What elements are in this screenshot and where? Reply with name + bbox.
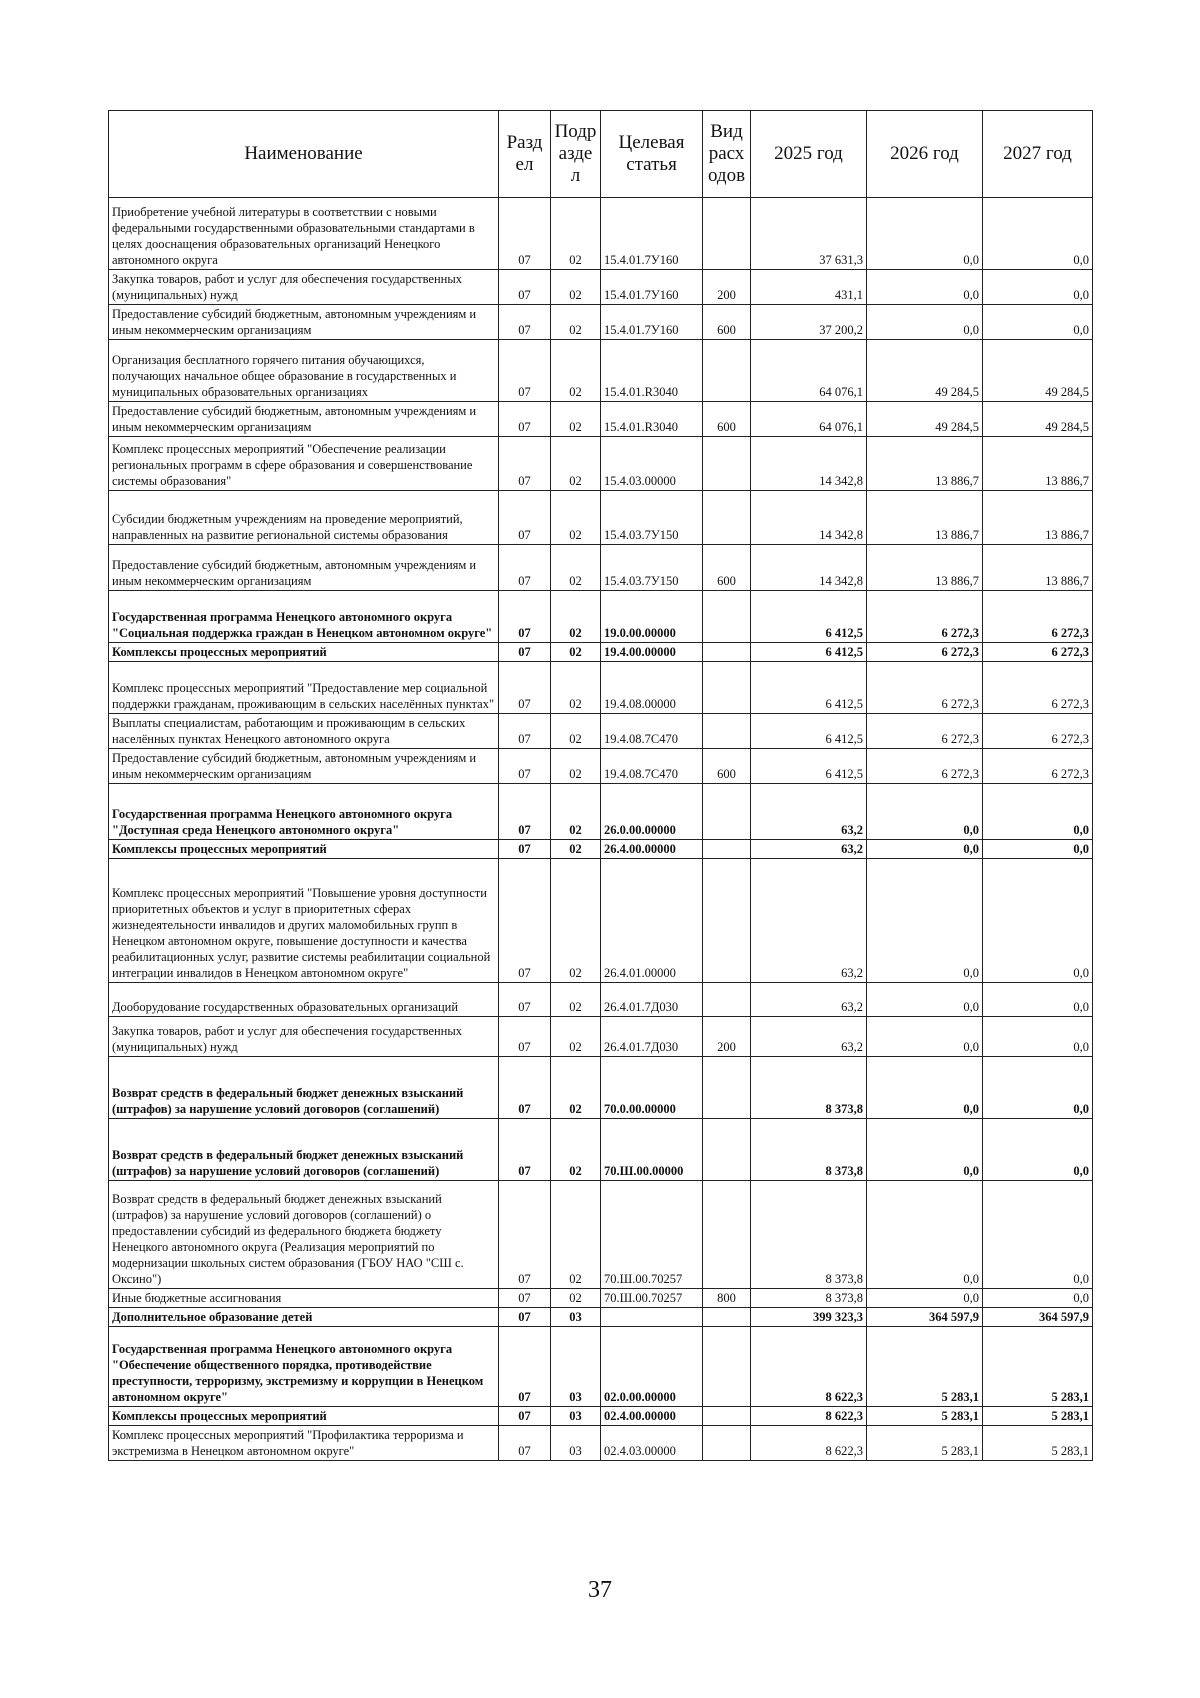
- cell-target: 02.4.03.00000: [601, 1426, 703, 1461]
- cell-section: 07: [499, 784, 551, 840]
- cell-name: Комплексы процессных мероприятий: [109, 643, 499, 662]
- cell-target: 19.0.00.00000: [601, 591, 703, 643]
- cell-section: 07: [499, 983, 551, 1017]
- cell-subsection: 02: [551, 1119, 601, 1181]
- cell-subsection: 02: [551, 840, 601, 859]
- cell-section: 07: [499, 643, 551, 662]
- cell-2026: 364 597,9: [867, 1308, 983, 1327]
- cell-expense-type: [703, 1119, 751, 1181]
- cell-2025: 431,1: [751, 270, 867, 305]
- cell-2025: 63,2: [751, 784, 867, 840]
- cell-2026: 0,0: [867, 198, 983, 270]
- cell-2025: 14 342,8: [751, 491, 867, 545]
- table-row: [109, 1119, 1093, 1181]
- header-name: Наименование: [109, 111, 499, 198]
- cell-name: Организация бесплатного горячего питания обучающихся, получающих начальное общее образование в государственных и муниципальных образовательных организациях: [109, 340, 499, 402]
- cell-section: 07: [499, 591, 551, 643]
- cell-name: Возврат средств в федеральный бюджет денежных взысканий (штрафов) за нарушение условий договоров (соглашений) о предоставлении субсидий из федерального бюджета бюджету Ненецкого автономного округа (Реализация мероприятий по модернизации школьных систем образования (ГБОУ НАО "СШ с. Оксино"): [109, 1181, 499, 1289]
- cell-subsection: 03: [551, 1308, 601, 1327]
- table-row: [109, 1308, 1093, 1327]
- cell-section: 07: [499, 1057, 551, 1119]
- cell-section: 07: [499, 1119, 551, 1181]
- cell-section: 07: [499, 305, 551, 340]
- page-number: 37: [588, 1577, 612, 1603]
- cell-section: 07: [499, 840, 551, 859]
- cell-2027: 6 272,3: [983, 749, 1093, 784]
- cell-expense-type: [703, 591, 751, 643]
- cell-target: 19.4.00.00000: [601, 643, 703, 662]
- cell-2027: 0,0: [983, 859, 1093, 983]
- cell-2025: 14 342,8: [751, 437, 867, 491]
- cell-2027: 5 283,1: [983, 1426, 1093, 1461]
- cell-2026: 13 886,7: [867, 545, 983, 591]
- cell-2026: 0,0: [867, 784, 983, 840]
- cell-name: Дополнительное образование детей: [109, 1308, 499, 1327]
- cell-target: 15.4.03.7У150: [601, 491, 703, 545]
- cell-expense-type: [703, 643, 751, 662]
- cell-expense-type: [703, 1407, 751, 1426]
- cell-name: Государственная программа Ненецкого автономного округа "Доступная среда Ненецкого автономного округа": [109, 784, 499, 840]
- cell-2026: 13 886,7: [867, 491, 983, 545]
- cell-section: 07: [499, 270, 551, 305]
- header-target: Целевая статья: [601, 111, 703, 198]
- header-2027: 2027 год: [983, 111, 1093, 198]
- cell-name: Предоставление субсидий бюджетным, автономным учреждениям и иным некоммерческим организациям: [109, 749, 499, 784]
- table-header-row: [109, 111, 1093, 198]
- cell-target: 26.0.00.00000: [601, 784, 703, 840]
- header-subsection: Подр азде л: [551, 111, 601, 198]
- cell-2027: 0,0: [983, 1119, 1093, 1181]
- cell-2027: 0,0: [983, 1289, 1093, 1308]
- cell-2026: 0,0: [867, 1017, 983, 1057]
- cell-name: Закупка товаров, работ и услуг для обеспечения государственных (муниципальных) нужд: [109, 1017, 499, 1057]
- cell-name: Дооборудование государственных образовательных организаций: [109, 983, 499, 1017]
- cell-subsection: 02: [551, 983, 601, 1017]
- cell-target: 70.Ш.00.00000: [601, 1119, 703, 1181]
- cell-expense-type: [703, 714, 751, 749]
- cell-target: 15.4.01.7У160: [601, 198, 703, 270]
- cell-section: 07: [499, 749, 551, 784]
- table-row: [109, 714, 1093, 749]
- cell-2027: 0,0: [983, 784, 1093, 840]
- cell-section: 07: [499, 1017, 551, 1057]
- cell-2025: 63,2: [751, 859, 867, 983]
- cell-expense-type: [703, 1181, 751, 1289]
- cell-2025: 6 412,5: [751, 643, 867, 662]
- cell-subsection: 03: [551, 1407, 601, 1426]
- cell-name: Приобретение учебной литературы в соответствии с новыми федеральными государственными образовательными стандартами в целях дооснащения образовательных организаций Ненецкого автономного округа: [109, 198, 499, 270]
- cell-expense-type: 600: [703, 749, 751, 784]
- table-body: [109, 198, 1093, 1461]
- cell-2025: 8 622,3: [751, 1426, 867, 1461]
- cell-subsection: 02: [551, 198, 601, 270]
- cell-subsection: 02: [551, 305, 601, 340]
- cell-expense-type: [703, 784, 751, 840]
- cell-2025: 6 412,5: [751, 714, 867, 749]
- cell-2025: 8 622,3: [751, 1407, 867, 1426]
- cell-2027: 13 886,7: [983, 491, 1093, 545]
- cell-expense-type: [703, 437, 751, 491]
- cell-subsection: 02: [551, 643, 601, 662]
- cell-name: Субсидии бюджетным учреждениям на проведение мероприятий, направленных на развитие региональной системы образования: [109, 491, 499, 545]
- cell-2027: 5 283,1: [983, 1407, 1093, 1426]
- cell-name: Комплексы процессных мероприятий: [109, 840, 499, 859]
- cell-subsection: 03: [551, 1426, 601, 1461]
- cell-name: Возврат средств в федеральный бюджет денежных взысканий (штрафов) за нарушение условий договоров (соглашений): [109, 1057, 499, 1119]
- cell-target: 15.4.01.R3040: [601, 340, 703, 402]
- header-2026: 2026 год: [867, 111, 983, 198]
- table-row: [109, 340, 1093, 402]
- cell-name: Комплекс процессных мероприятий "Профилактика терроризма и экстремизма в Ненецком автономном округе": [109, 1426, 499, 1461]
- cell-2026: 6 272,3: [867, 643, 983, 662]
- cell-subsection: 02: [551, 859, 601, 983]
- cell-expense-type: [703, 1308, 751, 1327]
- cell-subsection: 02: [551, 545, 601, 591]
- table-row: [109, 1327, 1093, 1407]
- cell-2025: 64 076,1: [751, 402, 867, 437]
- cell-name: Государственная программа Ненецкого автономного округа "Социальная поддержка граждан в Ненецком автономном округе": [109, 591, 499, 643]
- cell-2025: 8 373,8: [751, 1289, 867, 1308]
- cell-expense-type: 200: [703, 270, 751, 305]
- cell-name: Возврат средств в федеральный бюджет денежных взысканий (штрафов) за нарушение условий договоров (соглашений): [109, 1119, 499, 1181]
- cell-2027: 13 886,7: [983, 437, 1093, 491]
- cell-2027: 0,0: [983, 1057, 1093, 1119]
- cell-target: 02.4.00.00000: [601, 1407, 703, 1426]
- cell-name: Комплекс процессных мероприятий "Повышение уровня доступности приоритетных объектов и услуг в приоритетных сферах жизнедеятельности инвалидов и других маломобильных групп в Ненецком автономном округе, повышение доступности и качества реабилитационных услуг, развитие системы реабилитации социальной интеграции инвалидов в Ненецком автономном округе": [109, 859, 499, 983]
- header-expense-type: Вид расх одов: [703, 111, 751, 198]
- cell-target: 15.4.01.7У160: [601, 305, 703, 340]
- cell-name: Комплексы процессных мероприятий: [109, 1407, 499, 1426]
- cell-section: 07: [499, 1407, 551, 1426]
- cell-2025: 8 622,3: [751, 1327, 867, 1407]
- cell-2027: 364 597,9: [983, 1308, 1093, 1327]
- cell-section: 07: [499, 1426, 551, 1461]
- cell-2026: 6 272,3: [867, 714, 983, 749]
- cell-expense-type: [703, 983, 751, 1017]
- table-row: [109, 840, 1093, 859]
- cell-2026: 5 283,1: [867, 1327, 983, 1407]
- cell-target: 26.4.01.7Д030: [601, 1017, 703, 1057]
- cell-2027: 49 284,5: [983, 340, 1093, 402]
- cell-2026: 0,0: [867, 270, 983, 305]
- table-row: [109, 491, 1093, 545]
- cell-2026: 6 272,3: [867, 749, 983, 784]
- cell-2026: 49 284,5: [867, 402, 983, 437]
- cell-expense-type: [703, 662, 751, 714]
- cell-2027: 49 284,5: [983, 402, 1093, 437]
- cell-2025: 14 342,8: [751, 545, 867, 591]
- cell-target: 15.4.01.7У160: [601, 270, 703, 305]
- table-row: [109, 784, 1093, 840]
- cell-name: Комплекс процессных мероприятий "Предоставление мер социальной поддержки гражданам, проживающим в сельских населённых пунктах": [109, 662, 499, 714]
- cell-target: 70.Ш.00.70257: [601, 1181, 703, 1289]
- cell-target: 70.0.00.00000: [601, 1057, 703, 1119]
- cell-target: 15.4.03.7У150: [601, 545, 703, 591]
- cell-expense-type: 600: [703, 305, 751, 340]
- table-row: [109, 1017, 1093, 1057]
- cell-2025: 8 373,8: [751, 1119, 867, 1181]
- cell-2026: 0,0: [867, 983, 983, 1017]
- cell-section: 07: [499, 859, 551, 983]
- cell-2026: 0,0: [867, 1119, 983, 1181]
- table-row: [109, 591, 1093, 643]
- cell-expense-type: 600: [703, 545, 751, 591]
- cell-subsection: 02: [551, 662, 601, 714]
- cell-2026: 0,0: [867, 1181, 983, 1289]
- cell-target: 19.4.08.00000: [601, 662, 703, 714]
- cell-2027: 0,0: [983, 198, 1093, 270]
- cell-name: Предоставление субсидий бюджетным, автономным учреждениям и иным некоммерческим организациям: [109, 402, 499, 437]
- table-row: [109, 1057, 1093, 1119]
- cell-target: 19.4.08.7С470: [601, 749, 703, 784]
- cell-expense-type: [703, 840, 751, 859]
- cell-subsection: 02: [551, 749, 601, 784]
- cell-subsection: 02: [551, 437, 601, 491]
- cell-expense-type: 800: [703, 1289, 751, 1308]
- cell-name: Выплаты специалистам, работающим и проживающим в сельских населённых пунктах Ненецкого автономного округа: [109, 714, 499, 749]
- cell-2027: 0,0: [983, 983, 1093, 1017]
- cell-target: [601, 1308, 703, 1327]
- cell-subsection: 02: [551, 270, 601, 305]
- cell-section: 07: [499, 198, 551, 270]
- cell-2026: 5 283,1: [867, 1426, 983, 1461]
- table-row: [109, 305, 1093, 340]
- cell-2027: 5 283,1: [983, 1327, 1093, 1407]
- cell-2025: 6 412,5: [751, 662, 867, 714]
- cell-2026: 0,0: [867, 859, 983, 983]
- cell-section: 07: [499, 437, 551, 491]
- cell-2025: 63,2: [751, 840, 867, 859]
- cell-2027: 13 886,7: [983, 545, 1093, 591]
- cell-2025: 37 631,3: [751, 198, 867, 270]
- table-row: [109, 749, 1093, 784]
- table-row: [109, 1181, 1093, 1289]
- cell-expense-type: [703, 1327, 751, 1407]
- cell-2027: 0,0: [983, 270, 1093, 305]
- table-row: [109, 1426, 1093, 1461]
- cell-2027: 0,0: [983, 305, 1093, 340]
- cell-target: 15.4.01.R3040: [601, 402, 703, 437]
- cell-name: Иные бюджетные ассигнования: [109, 1289, 499, 1308]
- cell-2026: 49 284,5: [867, 340, 983, 402]
- table-row: [109, 643, 1093, 662]
- cell-2025: 63,2: [751, 983, 867, 1017]
- cell-section: 07: [499, 402, 551, 437]
- cell-subsection: 02: [551, 491, 601, 545]
- cell-section: 07: [499, 1181, 551, 1289]
- cell-2026: 5 283,1: [867, 1407, 983, 1426]
- cell-section: 07: [499, 1308, 551, 1327]
- cell-target: 02.0.00.00000: [601, 1327, 703, 1407]
- cell-section: 07: [499, 545, 551, 591]
- cell-target: 26.4.01.7Д030: [601, 983, 703, 1017]
- header-section: Разд ел: [499, 111, 551, 198]
- cell-2027: 6 272,3: [983, 591, 1093, 643]
- cell-2026: 6 272,3: [867, 591, 983, 643]
- cell-2026: 6 272,3: [867, 662, 983, 714]
- table-row: [109, 198, 1093, 270]
- cell-subsection: 02: [551, 1057, 601, 1119]
- table-row: [109, 437, 1093, 491]
- cell-name: Закупка товаров, работ и услуг для обеспечения государственных (муниципальных) нужд: [109, 270, 499, 305]
- table-row: [109, 1407, 1093, 1426]
- cell-2025: 63,2: [751, 1017, 867, 1057]
- cell-target: 15.4.03.00000: [601, 437, 703, 491]
- cell-section: 07: [499, 340, 551, 402]
- cell-2026: 0,0: [867, 840, 983, 859]
- cell-2026: 0,0: [867, 305, 983, 340]
- cell-expense-type: [703, 1426, 751, 1461]
- cell-target: 19.4.08.7С470: [601, 714, 703, 749]
- cell-expense-type: [703, 859, 751, 983]
- cell-2026: 0,0: [867, 1289, 983, 1308]
- cell-subsection: 02: [551, 402, 601, 437]
- cell-2025: 6 412,5: [751, 591, 867, 643]
- cell-name: Комплекс процессных мероприятий "Обеспечение реализации региональных программ в сфере образования и совершенствование системы образования": [109, 437, 499, 491]
- table-row: [109, 270, 1093, 305]
- table-row: [109, 402, 1093, 437]
- cell-name: Государственная программа Ненецкого автономного округа "Обеспечение общественного порядка, противодействие преступности, терроризму, экстремизму и коррупции в Ненецком автономном округе": [109, 1327, 499, 1407]
- cell-2027: 6 272,3: [983, 714, 1093, 749]
- budget-table: [108, 110, 1093, 1461]
- cell-subsection: 03: [551, 1327, 601, 1407]
- cell-section: 07: [499, 662, 551, 714]
- cell-2025: 8 373,8: [751, 1057, 867, 1119]
- cell-name: Предоставление субсидий бюджетным, автономным учреждениям и иным некоммерческим организациям: [109, 545, 499, 591]
- table-row: [109, 1289, 1093, 1308]
- cell-expense-type: [703, 1057, 751, 1119]
- table-row: [109, 983, 1093, 1017]
- cell-expense-type: [703, 491, 751, 545]
- header-2025: 2025 год: [751, 111, 867, 198]
- cell-2026: 0,0: [867, 1057, 983, 1119]
- table-row: [109, 545, 1093, 591]
- cell-expense-type: 600: [703, 402, 751, 437]
- cell-2027: 6 272,3: [983, 643, 1093, 662]
- table-row: [109, 662, 1093, 714]
- cell-expense-type: [703, 340, 751, 402]
- cell-subsection: 02: [551, 591, 601, 643]
- cell-section: 07: [499, 1327, 551, 1407]
- cell-subsection: 02: [551, 1181, 601, 1289]
- cell-expense-type: [703, 198, 751, 270]
- cell-section: 07: [499, 714, 551, 749]
- cell-expense-type: 200: [703, 1017, 751, 1057]
- cell-2025: 64 076,1: [751, 340, 867, 402]
- cell-2025: 8 373,8: [751, 1181, 867, 1289]
- cell-name: Предоставление субсидий бюджетным, автономным учреждениям и иным некоммерческим организациям: [109, 305, 499, 340]
- cell-subsection: 02: [551, 714, 601, 749]
- cell-2025: 37 200,2: [751, 305, 867, 340]
- cell-target: 70.Ш.00.70257: [601, 1289, 703, 1308]
- cell-2025: 399 323,3: [751, 1308, 867, 1327]
- cell-subsection: 02: [551, 1289, 601, 1308]
- cell-subsection: 02: [551, 340, 601, 402]
- cell-subsection: 02: [551, 784, 601, 840]
- cell-2027: 0,0: [983, 840, 1093, 859]
- table-row: [109, 859, 1093, 983]
- cell-2025: 6 412,5: [751, 749, 867, 784]
- cell-target: 26.4.00.00000: [601, 840, 703, 859]
- cell-2027: 0,0: [983, 1017, 1093, 1057]
- cell-2027: 0,0: [983, 1181, 1093, 1289]
- cell-section: 07: [499, 491, 551, 545]
- cell-section: 07: [499, 1289, 551, 1308]
- cell-target: 26.4.01.00000: [601, 859, 703, 983]
- cell-subsection: 02: [551, 1017, 601, 1057]
- cell-2026: 13 886,7: [867, 437, 983, 491]
- cell-2027: 6 272,3: [983, 662, 1093, 714]
